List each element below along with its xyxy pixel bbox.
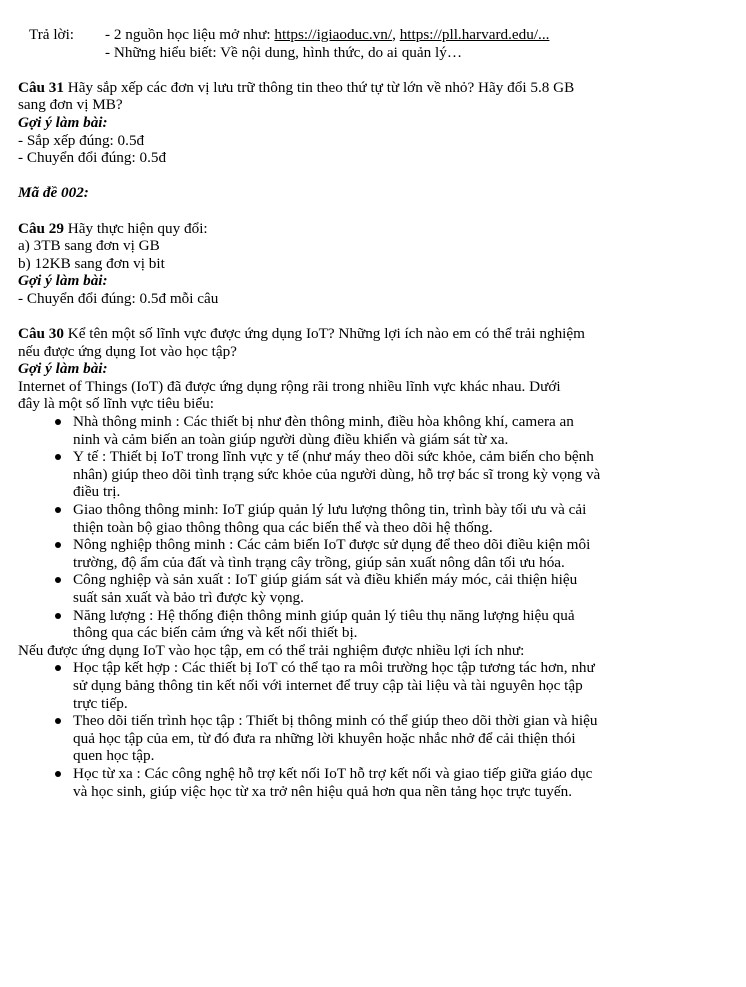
question-31-text-1: Hãy sắp xếp các đơn vị lưu trữ thông tin theo thứ tự từ lớn về nhỏ? Hãy đổi 5.8 GB bbox=[64, 78, 575, 96]
list-item bbox=[18, 448, 728, 501]
question-30-intro-2: đây là một số lĩnh vực tiêu biểu: bbox=[18, 395, 214, 413]
list-item-line: Học tập kết hợp : Các thiết bị IoT có thể tạo ra môi trường học tập tương tác hơn, như bbox=[73, 659, 595, 677]
question-29-hint-1: - Chuyển đổi đúng: 0.5đ mỗi câu bbox=[18, 289, 219, 307]
question-29-item-b: b) 12KB sang đơn vị bit bbox=[18, 254, 165, 272]
question-31-text-2: sang đơn vị MB? bbox=[18, 96, 123, 114]
list-item-line: trực tiếp. bbox=[73, 694, 128, 712]
list-item-line: thông qua các biến cảm ứng và kết nối thiết bị. bbox=[73, 624, 358, 642]
list-item bbox=[18, 765, 728, 800]
question-31 bbox=[18, 79, 728, 167]
question-31-hint-title: Gợi ý làm bài: bbox=[18, 113, 108, 131]
list-item-line: nhân) giúp theo dõi tình trạng sức khỏe của người dùng, hỗ trợ bác sĩ trong kỳ vọng và bbox=[73, 465, 601, 483]
list-item-line: quả học tập của em, từ đó đưa ra những lời khuyên hoặc nhắc nhở để cải thiện thói bbox=[73, 729, 576, 747]
question-30-hint-title: Gợi ý làm bài: bbox=[18, 360, 108, 378]
list-item-line: điều trị. bbox=[73, 483, 121, 501]
question-30-text-2: nếu được ứng dụng Iot vào học tập? bbox=[18, 342, 237, 360]
list-item-line: Theo dõi tiến trình học tập : Thiết bị thông minh có thể giúp theo dõi thời gian và hiệu bbox=[73, 712, 598, 730]
list-item-line: quen học tập. bbox=[73, 747, 155, 765]
answer-label: Trả lời: bbox=[29, 26, 75, 43]
benefits-intro: Nếu được ứng dụng IoT vào học tập, em có thể trải nghiệm được nhiều lợi ích như: bbox=[18, 641, 525, 659]
bullet-icon bbox=[55, 577, 61, 583]
question-29 bbox=[18, 220, 728, 308]
link-igiaoduc[interactable]: https://igiaoduc.vn/ bbox=[274, 26, 393, 43]
list-item-line: và học sinh, giúp việc học từ xa trở nên hiệu quả hơn qua nền tảng học trực tuyến. bbox=[73, 782, 572, 800]
answer-line-2: - Những hiểu biết: Về nội dung, hình thức, do ai quản lý… bbox=[105, 43, 463, 61]
list-item-line: Y tế : Thiết bị IoT trong lĩnh vực y tế (như máy theo dõi sức khỏe, cảm biến cho bệnh bbox=[73, 448, 594, 466]
question-30-text-1: Kể tên một số lĩnh vực được ứng dụng IoT? Những lợi ích nào em có thể trải nghiệm bbox=[64, 325, 585, 343]
bullet-icon bbox=[55, 542, 61, 548]
question-29-item-a: a) 3TB sang đơn vị GB bbox=[18, 237, 160, 255]
exam-code: Mã đề 002: bbox=[18, 184, 89, 202]
question-29-hint-title: Gợi ý làm bài: bbox=[18, 272, 108, 290]
list-item-line: thiện toàn bộ giao thông thông qua các biến thể và theo dõi hệ thống. bbox=[73, 518, 493, 536]
list-item bbox=[18, 536, 728, 571]
list-item-line: Nhà thông minh : Các thiết bị như đèn thông minh, điều hòa không khí, camera an bbox=[73, 413, 574, 431]
bullet-icon bbox=[55, 613, 61, 619]
list-item bbox=[18, 413, 728, 448]
bullet-icon bbox=[55, 419, 61, 425]
question-29-text: Hãy thực hiện quy đổi: bbox=[64, 219, 208, 237]
link-separator: , bbox=[392, 26, 400, 43]
question-31-hint-1: - Sắp xếp đúng: 0.5đ bbox=[18, 131, 145, 149]
list-item-line: Học từ xa : Các công nghệ hỗ trợ kết nối IoT hỗ trợ kết nối và giao tiếp giữa giáo dục bbox=[73, 764, 593, 782]
answer-line-1-prefix: - 2 nguồn học liệu mở như: bbox=[105, 26, 275, 43]
list-item-line: suất sản xuất và bảo trì được kỳ vọng. bbox=[73, 589, 304, 606]
list-item-line: Năng lượng : Hệ thống điện thông minh giúp quản lý tiêu thụ năng lượng hiệu quả bbox=[73, 606, 575, 624]
list-item-line: sử dụng bảng thông tin kết nối với internet để truy cập tài liệu và tài nguyên học tập bbox=[73, 676, 583, 694]
iot-benefits-list bbox=[18, 659, 728, 800]
bullet-icon bbox=[55, 718, 61, 724]
question-31-label: Câu 31 bbox=[18, 78, 64, 96]
list-item bbox=[18, 659, 728, 712]
question-31-hint-2: - Chuyển đổi đúng: 0.5đ bbox=[18, 149, 167, 167]
question-30-intro-1: Internet of Things (IoT) đã được ứng dụng rộng rãi trong nhiều lĩnh vực khác nhau. Dưới bbox=[18, 377, 561, 395]
question-30-label: Câu 30 bbox=[18, 325, 64, 343]
bullet-icon bbox=[55, 507, 61, 513]
list-item bbox=[18, 571, 728, 606]
list-item bbox=[18, 607, 728, 642]
answer-block bbox=[18, 26, 728, 61]
bullet-icon bbox=[55, 771, 61, 777]
question-29-label: Câu 29 bbox=[18, 219, 64, 237]
list-item-line: Công nghiệp và sản xuất : IoT giúp giám sát và điều khiển máy móc, cải thiện hiệu bbox=[73, 571, 578, 589]
list-item bbox=[18, 501, 728, 536]
list-item-line: Giao thông thông minh: IoT giúp quản lý lưu lượng thông tin, trình bày tối ưu và cải bbox=[73, 501, 587, 519]
list-item-line: Nông nghiệp thông minh : Các cảm biến IoT được sử dụng để theo dõi điều kiện môi bbox=[73, 536, 591, 554]
bullet-icon bbox=[55, 665, 61, 671]
link-harvard[interactable]: https://pll.harvard.edu/... bbox=[399, 26, 550, 43]
list-item-line: trường, độ ẩm của đất và tình trạng cây trồng, giúp sản xuất nông dân tối ưu hóa. bbox=[73, 553, 565, 571]
list-item-line: ninh và cảm biến an toàn giúp người dùng điều khiển và giám sát từ xa. bbox=[73, 430, 509, 448]
bullet-icon bbox=[55, 454, 61, 460]
iot-fields-list bbox=[18, 413, 728, 642]
question-30 bbox=[18, 325, 728, 800]
answer-line-1 bbox=[105, 26, 549, 44]
list-item bbox=[18, 712, 728, 765]
